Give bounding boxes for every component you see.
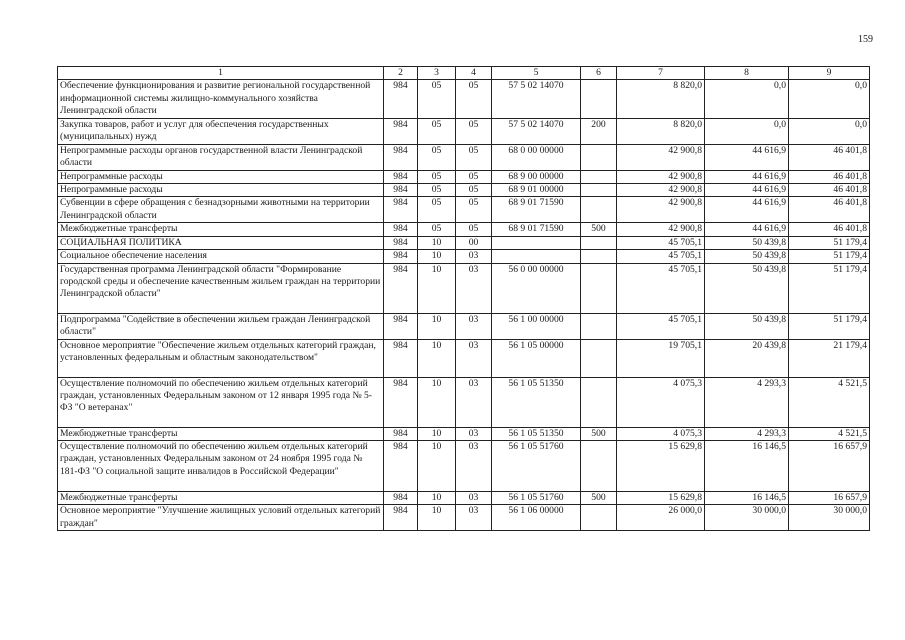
amount-year1-cell: 42 900,8 (617, 197, 705, 223)
table-row (58, 80, 870, 118)
code-expense-type-cell: 500 (581, 427, 617, 440)
code-target-item-cell: 68 9 01 71590 (492, 223, 581, 236)
code-expense-type-cell (581, 313, 617, 339)
row-name-cell: Межбюджетные трансферты (58, 427, 384, 440)
amount-year1-cell: 45 705,1 (617, 250, 705, 263)
code-target-item-cell (492, 250, 581, 263)
page-number: 159 (858, 34, 873, 45)
amount-year3-cell: 46 401,8 (789, 144, 870, 170)
amount-year3-cell: 51 179,4 (789, 313, 870, 339)
code-target-item-cell: 68 9 00 00000 (492, 170, 581, 183)
code-subsection-cell: 03 (456, 250, 492, 263)
column-header: 8 (705, 67, 789, 80)
code-expense-type-cell (581, 80, 617, 118)
table-row (58, 427, 870, 440)
code-ministry-cell: 984 (384, 427, 418, 440)
code-ministry-cell: 984 (384, 492, 418, 505)
row-name-cell: Межбюджетные трансферты (58, 223, 384, 236)
code-subsection-cell: 03 (456, 377, 492, 427)
table-row (58, 184, 870, 197)
row-name-cell: Социальное обеспечение населения (58, 250, 384, 263)
amount-year2-cell: 44 616,9 (705, 144, 789, 170)
amount-year3-cell: 51 179,4 (789, 250, 870, 263)
row-name-cell: Субвенции в сфере обращения с безнадзорными животными на территории Ленинградской области (58, 197, 384, 223)
code-expense-type-cell (581, 170, 617, 183)
code-ministry-cell: 984 (384, 377, 418, 427)
table-row (58, 144, 870, 170)
row-name-cell: Непрограммные расходы (58, 184, 384, 197)
code-expense-type-cell (581, 144, 617, 170)
row-name-cell: Государственная программа Ленинградской области "Формирование городской среды и обеспечение качественным жильем граждан на территории Ленинградской области" (58, 263, 384, 313)
table-row (58, 236, 870, 249)
amount-year1-cell: 42 900,8 (617, 144, 705, 170)
code-section-cell: 10 (418, 427, 456, 440)
row-name-cell: Основное мероприятие "Улучшение жилищных условий отдельных категорий граждан" (58, 505, 384, 531)
amount-year3-cell: 30 000,0 (789, 505, 870, 531)
code-expense-type-cell (581, 505, 617, 531)
code-target-item-cell: 56 1 05 51760 (492, 492, 581, 505)
code-subsection-cell: 03 (456, 313, 492, 339)
code-target-item-cell (492, 236, 581, 249)
amount-year1-cell: 45 705,1 (617, 313, 705, 339)
amount-year2-cell: 4 293,3 (705, 377, 789, 427)
code-subsection-cell: 03 (456, 492, 492, 505)
code-section-cell: 10 (418, 441, 456, 492)
amount-year3-cell: 46 401,8 (789, 170, 870, 183)
code-expense-type-cell (581, 197, 617, 223)
row-name-cell: Межбюджетные трансферты (58, 492, 384, 505)
amount-year2-cell: 50 439,8 (705, 313, 789, 339)
code-expense-type-cell: 500 (581, 492, 617, 505)
table-row (58, 263, 870, 313)
table-row (58, 250, 870, 263)
table-row (58, 170, 870, 183)
code-expense-type-cell (581, 184, 617, 197)
amount-year1-cell: 15 629,8 (617, 492, 705, 505)
code-expense-type-cell: 200 (581, 118, 617, 144)
code-section-cell: 10 (418, 250, 456, 263)
amount-year2-cell: 20 439,8 (705, 339, 789, 377)
amount-year1-cell: 42 900,8 (617, 170, 705, 183)
code-target-item-cell: 56 1 06 00000 (492, 505, 581, 531)
amount-year2-cell: 16 146,5 (705, 441, 789, 492)
code-section-cell: 10 (418, 377, 456, 427)
code-expense-type-cell (581, 250, 617, 263)
code-ministry-cell: 984 (384, 505, 418, 531)
table-row (58, 339, 870, 377)
code-subsection-cell: 00 (456, 236, 492, 249)
row-name-cell: Закупка товаров, работ и услуг для обеспечения государственных (муниципальных) нужд (58, 118, 384, 144)
amount-year1-cell: 45 705,1 (617, 263, 705, 313)
code-section-cell: 10 (418, 505, 456, 531)
amount-year2-cell: 44 616,9 (705, 184, 789, 197)
code-section-cell: 10 (418, 236, 456, 249)
code-ministry-cell: 984 (384, 263, 418, 313)
amount-year1-cell: 45 705,1 (617, 236, 705, 249)
code-section-cell: 05 (418, 197, 456, 223)
table-row (58, 313, 870, 339)
amount-year2-cell: 50 439,8 (705, 263, 789, 313)
table-row (58, 377, 870, 427)
code-ministry-cell: 984 (384, 118, 418, 144)
code-target-item-cell: 56 0 00 00000 (492, 263, 581, 313)
code-expense-type-cell (581, 377, 617, 427)
code-section-cell: 10 (418, 339, 456, 377)
amount-year1-cell: 4 075,3 (617, 377, 705, 427)
code-expense-type-cell: 500 (581, 223, 617, 236)
amount-year2-cell: 44 616,9 (705, 197, 789, 223)
code-ministry-cell: 984 (384, 144, 418, 170)
code-section-cell: 10 (418, 492, 456, 505)
code-target-item-cell: 56 1 05 51760 (492, 441, 581, 492)
amount-year2-cell: 50 439,8 (705, 236, 789, 249)
column-header: 6 (581, 67, 617, 80)
code-target-item-cell: 68 0 00 00000 (492, 144, 581, 170)
code-target-item-cell: 56 1 05 51350 (492, 377, 581, 427)
code-ministry-cell: 984 (384, 441, 418, 492)
row-name-cell: Основное мероприятие "Обеспечение жильем отдельных категорий граждан, установленных федеральным и областным законодательством" (58, 339, 384, 377)
code-subsection-cell: 03 (456, 441, 492, 492)
code-subsection-cell: 05 (456, 184, 492, 197)
code-expense-type-cell (581, 263, 617, 313)
code-ministry-cell: 984 (384, 197, 418, 223)
amount-year1-cell: 19 705,1 (617, 339, 705, 377)
row-name-cell: Осуществление полномочий по обеспечению жильем отдельных категорий граждан, установленных Федеральным законом от 12 января 1995 года № 5-ФЗ "О ветеранах" (58, 377, 384, 427)
column-header: 3 (418, 67, 456, 80)
code-expense-type-cell (581, 236, 617, 249)
code-section-cell: 05 (418, 144, 456, 170)
column-header: 9 (789, 67, 870, 80)
code-section-cell: 05 (418, 80, 456, 118)
code-section-cell: 05 (418, 170, 456, 183)
code-target-item-cell: 57 5 02 14070 (492, 118, 581, 144)
budget-table (57, 66, 870, 531)
amount-year1-cell: 26 000,0 (617, 505, 705, 531)
code-section-cell: 05 (418, 118, 456, 144)
amount-year3-cell: 0,0 (789, 118, 870, 144)
table-row (58, 492, 870, 505)
code-section-cell: 05 (418, 223, 456, 236)
code-subsection-cell: 05 (456, 170, 492, 183)
code-subsection-cell: 03 (456, 427, 492, 440)
amount-year1-cell: 15 629,8 (617, 441, 705, 492)
code-section-cell: 10 (418, 313, 456, 339)
table-row (58, 505, 870, 531)
row-name-cell: СОЦИАЛЬНАЯ ПОЛИТИКА (58, 236, 384, 249)
column-header: 7 (617, 67, 705, 80)
amount-year1-cell: 8 820,0 (617, 80, 705, 118)
amount-year3-cell: 51 179,4 (789, 236, 870, 249)
table-row (58, 118, 870, 144)
row-name-cell: Подпрограмма "Содействие в обеспечении жильем граждан Ленинградской области" (58, 313, 384, 339)
code-subsection-cell: 05 (456, 223, 492, 236)
amount-year2-cell: 44 616,9 (705, 170, 789, 183)
column-number-header-row (58, 67, 870, 80)
code-ministry-cell: 984 (384, 339, 418, 377)
code-target-item-cell: 56 1 05 00000 (492, 339, 581, 377)
amount-year2-cell: 44 616,9 (705, 223, 789, 236)
code-subsection-cell: 03 (456, 505, 492, 531)
table-row (58, 223, 870, 236)
amount-year2-cell: 0,0 (705, 80, 789, 118)
code-ministry-cell: 984 (384, 80, 418, 118)
amount-year3-cell: 46 401,8 (789, 223, 870, 236)
column-header: 2 (384, 67, 418, 80)
amount-year1-cell: 8 820,0 (617, 118, 705, 144)
row-name-cell: Непрограммные расходы (58, 170, 384, 183)
code-target-item-cell: 68 9 01 71590 (492, 197, 581, 223)
code-target-item-cell: 57 5 02 14070 (492, 80, 581, 118)
code-subsection-cell: 03 (456, 263, 492, 313)
amount-year3-cell: 16 657,9 (789, 492, 870, 505)
amount-year3-cell: 46 401,8 (789, 184, 870, 197)
code-subsection-cell: 05 (456, 197, 492, 223)
amount-year3-cell: 4 521,5 (789, 377, 870, 427)
code-subsection-cell: 05 (456, 80, 492, 118)
amount-year2-cell: 50 439,8 (705, 250, 789, 263)
amount-year1-cell: 42 900,8 (617, 184, 705, 197)
amount-year3-cell: 21 179,4 (789, 339, 870, 377)
amount-year2-cell: 0,0 (705, 118, 789, 144)
amount-year1-cell: 4 075,3 (617, 427, 705, 440)
amount-year2-cell: 4 293,3 (705, 427, 789, 440)
code-section-cell: 10 (418, 263, 456, 313)
code-ministry-cell: 984 (384, 250, 418, 263)
amount-year3-cell: 4 521,5 (789, 427, 870, 440)
code-ministry-cell: 984 (384, 170, 418, 183)
amount-year3-cell: 51 179,4 (789, 263, 870, 313)
row-name-cell: Обеспечение функционирования и развитие региональной государственной информационной системы жилищно-коммунального хозяйства Ленинградской области (58, 80, 384, 118)
amount-year3-cell: 46 401,8 (789, 197, 870, 223)
column-header: 1 (58, 67, 384, 80)
code-ministry-cell: 984 (384, 184, 418, 197)
code-ministry-cell: 984 (384, 313, 418, 339)
code-expense-type-cell (581, 441, 617, 492)
code-subsection-cell: 05 (456, 118, 492, 144)
table-row (58, 197, 870, 223)
code-target-item-cell: 56 1 05 51350 (492, 427, 581, 440)
code-subsection-cell: 05 (456, 144, 492, 170)
table-row (58, 441, 870, 492)
row-name-cell: Непрограммные расходы органов государственной власти Ленинградской области (58, 144, 384, 170)
code-section-cell: 05 (418, 184, 456, 197)
amount-year3-cell: 0,0 (789, 80, 870, 118)
row-name-cell: Осуществление полномочий по обеспечению жильем отдельных категорий граждан, установленных Федеральным законом от 24 ноября 1995 года № 181-ФЗ "О социальной защите инвалидов в Российской Федерации" (58, 441, 384, 492)
code-target-item-cell: 56 1 00 00000 (492, 313, 581, 339)
column-header: 5 (492, 67, 581, 80)
code-subsection-cell: 03 (456, 339, 492, 377)
amount-year2-cell: 30 000,0 (705, 505, 789, 531)
code-ministry-cell: 984 (384, 236, 418, 249)
amount-year1-cell: 42 900,8 (617, 223, 705, 236)
amount-year3-cell: 16 657,9 (789, 441, 870, 492)
code-target-item-cell: 68 9 01 00000 (492, 184, 581, 197)
code-expense-type-cell (581, 339, 617, 377)
column-header: 4 (456, 67, 492, 80)
amount-year2-cell: 16 146,5 (705, 492, 789, 505)
code-ministry-cell: 984 (384, 223, 418, 236)
